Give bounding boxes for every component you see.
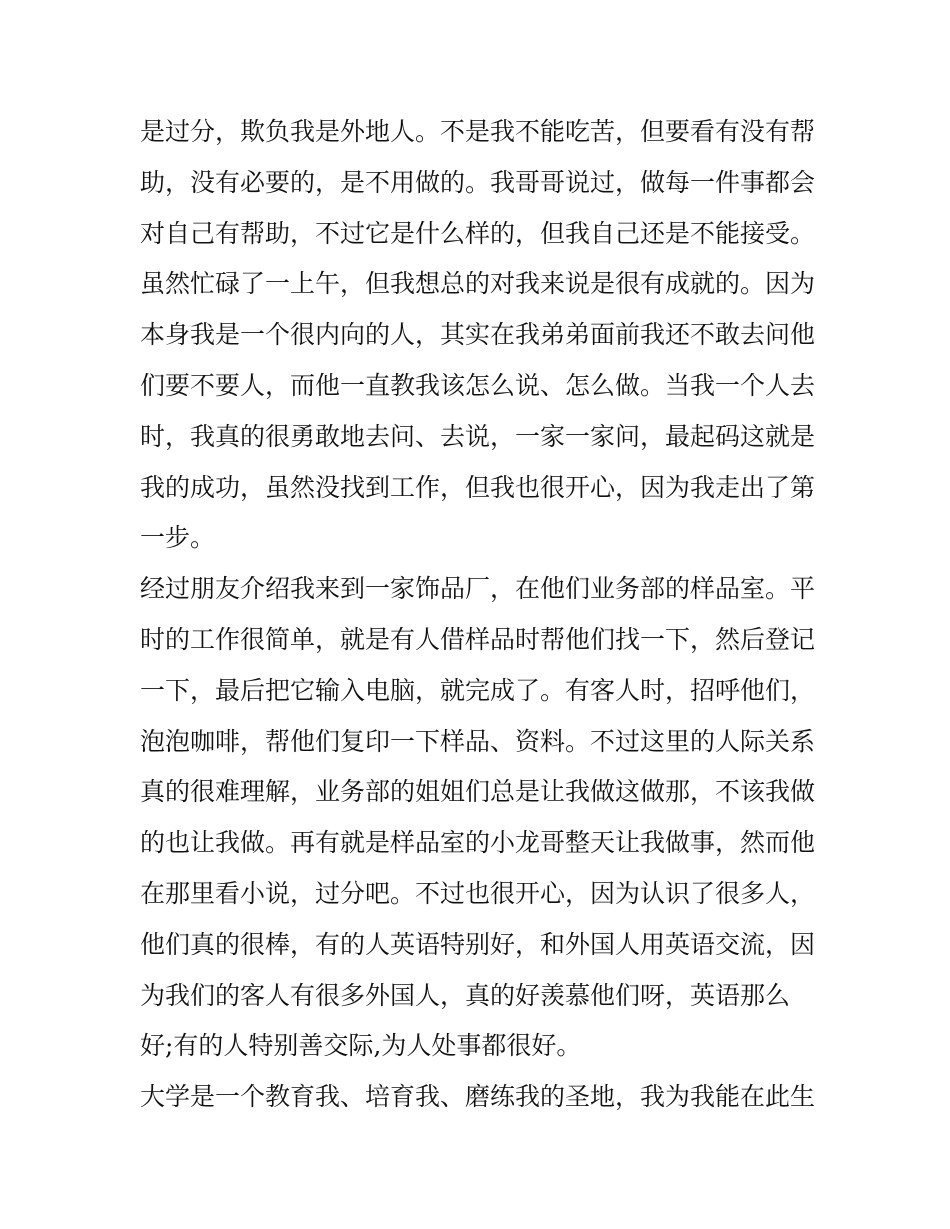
text-line: 虽然忙碌了一上午，但我想总的对我来说是很有成就的。因为 [140, 269, 816, 299]
text-line: 一下，最后把它输入电脑，就完成了。有客人时，招呼他们， [140, 675, 816, 705]
text-line: 在那里看小说，过分吧。不过也很开心，因为认识了很多人， [140, 878, 816, 908]
text-line: 时的工作很简单，就是有人借样品时帮他们找一下，然后登记 [140, 624, 816, 654]
text-line: 是过分，欺负我是外地人。不是我不能吃苦，但要看有没有帮 [140, 117, 816, 146]
text-line: 一步。 [140, 523, 216, 553]
text-line: 本身我是一个很内向的人，其实在我弟弟面前我还不敢去问他 [140, 320, 816, 350]
text-line: 经过朋友介绍我来到一家饰品厂，在他们业务部的样品室。平 [140, 574, 816, 604]
text-line: 时，我真的很勇敢地去问、去说，一家一家问，最起码这就是 [140, 421, 816, 451]
text-line: 们要不要人，而他一直教我该怎么说、怎么做。当我一个人去 [140, 370, 816, 400]
text-line: 泡泡咖啡，帮他们复印一下样品、资料。不过这里的人际关系 [140, 726, 816, 756]
text-line: 我的成功，虽然没找到工作，但我也很开心，因为我走出了第 [140, 472, 816, 502]
text-line: 为我们的客人有很多外国人，真的好羡慕他们呀，英语那么 [140, 980, 791, 1010]
text-line: 助，没有必要的，是不用做的。我哥哥说过，做每一件事都会 [140, 167, 816, 197]
text-line: 对自己有帮助，不过它是什么样的，但我自己还是不能接受。 [140, 218, 816, 248]
text-line: 的也让我做。再有就是样品室的小龙哥整天让我做事，然而他 [140, 828, 816, 858]
text-line: 真的很难理解，业务部的姐姐们总是让我做这做那，不该我做 [140, 777, 816, 807]
text-line: 好;有的人特别善交际,为人处事都很好。 [140, 1031, 582, 1061]
body-text [140, 107, 820, 1123]
text-line: 大学是一个教育我、培育我、磨练我的圣地，我为我能在此生 [140, 1082, 816, 1112]
text-line: 他们真的很棒，有的人英语特别好，和外国人用英语交流，因 [140, 929, 816, 959]
